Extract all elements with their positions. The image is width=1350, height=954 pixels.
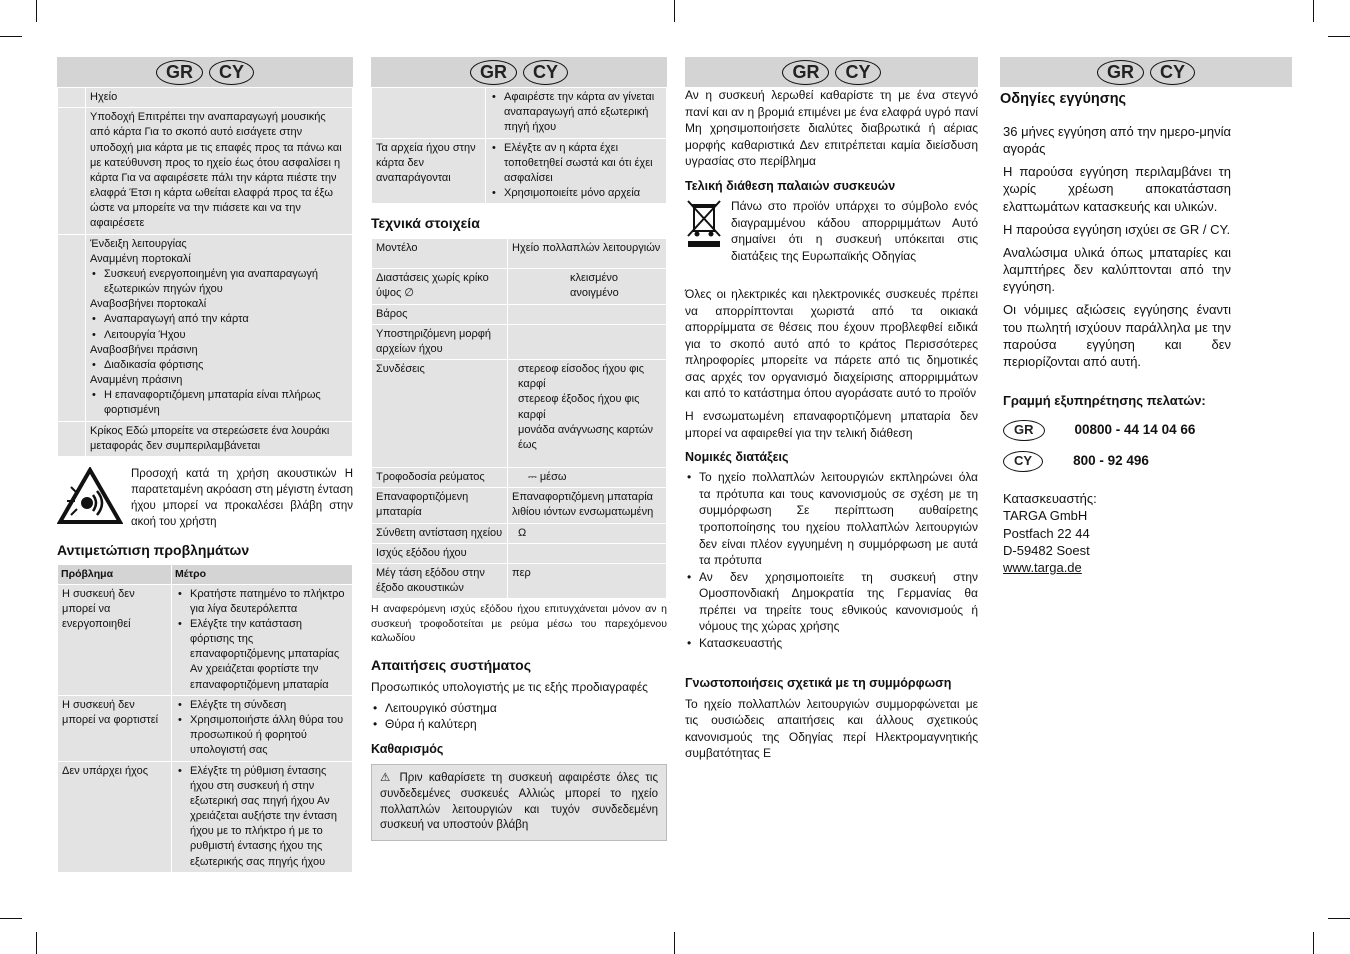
table-row xyxy=(58,421,353,456)
list-item: • Λειτουργικό σύστημα xyxy=(371,700,667,717)
cleaning-warning-text: Πριν καθαρίσετε τη συσκευή αφαιρέστε όλες τις συνδεδεμένες συσκευές Αλλιώς μπορεί το ηχείο πολλαπλών λειτουργιών και τυχόν συνδεδεμένη συσκευή να υποστούν βλάβη xyxy=(380,771,658,832)
features-table xyxy=(57,87,353,457)
service-title: Γραμμή εξυπηρέτησης πελατών: xyxy=(1003,393,1206,409)
measure-cell xyxy=(486,88,667,139)
warranty-paragraph: Η παρούσα εγγύηση περιλαμβάνει τη χωρίς χρέωση αποκατάσταση ελαττωμάτων κατασκευής και υλικών. xyxy=(1003,164,1231,214)
measure-cell xyxy=(172,584,353,695)
table-row xyxy=(372,238,667,268)
indicator-label: Αναβοσβήνει πορτοκαλί xyxy=(90,298,207,311)
warranty-paragraph: Οι νόμιμες αξιώσεις εγγύησης έναντι του πωλητή ισχύουν παράλληλα με την παρούσα εγγύηση και δεν περιορίζονται από αυτή. xyxy=(1003,302,1231,369)
troubleshooting-title: Αντιμετώπιση προβλημάτων xyxy=(57,541,250,558)
column-4 xyxy=(1000,57,1292,576)
conformity-text: Το ηχείο πολλαπλών λειτουργιών συμμορφώνεται με τις ουσιώδεις απαιτήσεις και άλλους σχετικούς κανονισμούς της Οδηγίας περί Ηλεκτρομαγνητικής συμβατότητας Ε xyxy=(685,696,978,761)
phone-number: 00800 - 44 14 04 66 xyxy=(1074,422,1196,438)
list-item: • Ελέγξτε τη ρύθμιση έντασης ήχου στη συσκευή ή στην εξωτερική σας πηγή ήχου Αν χρειάζεται αυξήστε την ένταση ήχου με το πλήκτρο ή με το ρυθμιστή έντασης ήχου της εξωτερικής σας πηγής ήχου xyxy=(176,764,348,870)
manufacturer-address: Postfach 22 44 xyxy=(1003,525,1090,541)
table-row xyxy=(372,360,667,468)
crop-mark xyxy=(36,932,37,954)
crop-mark xyxy=(1328,36,1350,37)
problem-cell: Δεν υπάρχει ήχος xyxy=(58,761,172,872)
spec-value xyxy=(508,324,667,359)
list-item: • Αν δεν χρησιμοποιείτε τη συσκευή στην Ομοσπονδιακή Δημοκρατία της Γερμανίας θα πρέπει να τηρείτε τους εθνικούς κανονισμούς ή νόμους της χώρας χρήσης xyxy=(685,569,978,635)
table-row xyxy=(372,304,667,324)
table-row xyxy=(372,324,667,359)
table-row xyxy=(372,138,667,204)
battery-disposal-text: Η ενσωματωμένη επαναφορτιζόμενη μπαταρία δεν μπορεί να αφαιρεθεί για την τελική διάθεση xyxy=(685,409,978,440)
warranty-paragraph: Αναλώσιμα υλικά όπως μπαταρίες και λαμπτήρες δεν καλύπτονται από την εγγύηση. xyxy=(1003,244,1231,295)
column-header-measure: Μέτρο xyxy=(172,565,353,584)
indicator-label: Αναμμένη πράσινη xyxy=(90,374,183,387)
problem-cell xyxy=(372,88,486,139)
service-line-gr xyxy=(1003,420,1231,441)
table-row xyxy=(372,88,667,139)
indicator-label: Αναμμένη πορτοκαλί xyxy=(90,252,191,265)
list-item: • Ελέγξτε αν η κάρτα έχει τοποθετηθεί σωστά και ότι έχει ασφαλίσει xyxy=(490,141,662,187)
table-row xyxy=(58,234,353,421)
disposal-symbol-row xyxy=(685,198,978,264)
gr-badge: GR xyxy=(470,60,517,85)
gr-badge: GR xyxy=(156,60,203,85)
table-row xyxy=(58,584,353,695)
list-item: • Κατασκευαστής xyxy=(685,635,978,652)
tech-specs-title: Τεχνικά στοιχεία xyxy=(371,215,480,232)
conformity-title: Γνωστοποιήσεις σχετικά με τη συμμόρφωση xyxy=(685,676,952,691)
list-item: • Ελέγξτε τη σύνδεση xyxy=(176,698,348,713)
spec-value: περ xyxy=(508,563,667,598)
spec-value xyxy=(508,304,667,324)
spec-value: Επαναφορτιζόμενη μπαταρία λιθίου ιόντων ενσωματωμένη xyxy=(508,488,667,523)
gr-badge: GR xyxy=(1097,60,1144,85)
tech-specs-table xyxy=(371,238,667,600)
table-row xyxy=(372,563,667,598)
spec-value: κλεισμένο ανοιγμένο xyxy=(508,268,667,304)
list-item: • Θύρα ή καλύτερη xyxy=(371,716,667,733)
cleaning-warning-box xyxy=(371,764,667,841)
spec-key: Συνδέσεις xyxy=(372,360,508,468)
cy-badge: CY xyxy=(523,60,568,85)
table-row xyxy=(58,108,353,234)
troubleshooting-table-continued xyxy=(371,87,667,204)
table-row xyxy=(58,695,353,761)
spec-value xyxy=(508,543,667,563)
gr-badge: GR xyxy=(782,60,829,85)
country-header xyxy=(57,57,353,87)
crop-mark xyxy=(0,918,22,919)
feature-indicator xyxy=(86,234,353,421)
service-line-cy xyxy=(1003,451,1231,472)
list-item: • Χρησιμοποιείτε μόνο αρχεία xyxy=(490,186,662,201)
list-item: • Αφαιρέστε την κάρτα αν γίνεται αναπαραγωγή από εξωτερική πηγή ήχου xyxy=(490,90,662,136)
troubleshooting-table xyxy=(57,564,353,873)
table-row xyxy=(372,488,667,523)
warning-icon: ⚠ xyxy=(380,771,394,784)
hearing-warning-icon xyxy=(57,467,123,531)
country-header xyxy=(1000,57,1292,87)
table-row xyxy=(372,468,667,488)
column-header-problem: Πρόβλημα xyxy=(58,565,172,584)
list-item: • Κρατήστε πατημένο το πλήκτρο για λίγα δευτερόλεπτα xyxy=(176,587,348,617)
warranty-paragraph: Η παρούσα εγγύηση ισχύει σε GR / CY. xyxy=(1003,221,1231,237)
spec-key: Μοντέλο xyxy=(372,238,508,268)
list-item: • Διαδικασία φόρτισης xyxy=(90,358,348,373)
manufacturer-label: Κατασκευαστής: xyxy=(1003,490,1097,506)
cleaning-title: Καθαρισμός xyxy=(371,741,444,756)
measure-cell xyxy=(486,138,667,204)
table-row xyxy=(372,523,667,543)
disposal-text: Όλες οι ηλεκτρικές και ηλεκτρονικές συσκευές πρέπει να απορρίπτονται χωριστά από τα οικιακά απορρίμματα σε θέσεις που έχουν προβλεφθεί ειδικά για το σκοπό αυτό από το κράτος Περισσότερες πληροφορίες μπορείτε να πάρετε από τις δημοτικές σας αρχές τον οργανισμό διαχείρισης απορριμμάτων και από το κατάστημα όπου αγοράσατε αυτό το προϊόν xyxy=(685,287,978,401)
table-row xyxy=(372,268,667,304)
crop-mark xyxy=(674,0,675,22)
column-3 xyxy=(685,57,978,762)
spec-value: στερεοφ είσοδος ήχου φις καρφί στερεοφ έξοδος ήχου φις καρφί μονάδα ανάγνωσης καρτών έως xyxy=(508,360,667,468)
cy-badge: CY xyxy=(209,60,254,85)
crossed-bin-icon xyxy=(685,198,723,264)
feature-card-slot: Υποδοχή Επιτρέπει την αναπαραγωγή μουσικής από κάρτα Για το σκοπό αυτό εισάγετε στην υποδοχή μια κάρτα με τις επαφές προς τα πάνω και με κατεύθυνση προς το ηχείο έως ότου ασφαλίσει η κάρτα Για να αφαιρέσετε πάλι την κάρτα πιέστε την ελαφρά Έτσι η κάρτα ωθείται ελαφρά προς τα έξω ώστε να μπορείτε να την πιάσετε και να την αφαιρέσετε xyxy=(86,108,353,234)
indicator-title: Ένδειξη λειτουργίας xyxy=(90,237,187,250)
country-header xyxy=(685,57,978,87)
disposal-symbol-text: Πάνω στο προϊόν υπάρχει το σύμβολο ενός διαγραμμένου κάδου απορριμμάτων Αυτό σημαίνει ότι η συσκευή υπόκειται στις διατάξεις της Ευρωπαϊκής Οδηγίας xyxy=(731,198,978,263)
gr-badge: GR xyxy=(1003,420,1045,441)
column-1 xyxy=(57,57,353,873)
spec-value: Ηχείο πολλαπλών λειτουργιών xyxy=(508,238,667,268)
cy-badge: CY xyxy=(1150,60,1195,85)
cleaning-text: Αν η συσκευή λερωθεί καθαρίστε τη με ένα στεγνό πανί και αν η βρομιά επιμένει με ένα ελαφρά υγρό πανί Μη χρησιμοποιήσετε διαλύτες διαβρωτικά ή αέριας μορφής καθαριστικά Δεν επιτρέπεται καμία διείσδυση υγρασίας στο περίβλημα xyxy=(685,88,978,169)
list-item: • Ελέγξτε την κατάσταση φόρτισης της επαναφορτιζόμενης μπαταρίας Αν χρειάζεται φορτίστε την επαναφορτιζόμενη μπαταρία xyxy=(176,617,348,693)
spec-key: Τροφοδοσία ρεύματος xyxy=(372,468,508,488)
problem-cell: Η συσκευή δεν μπορεί να ενεργοποιηθεί xyxy=(58,584,172,695)
hearing-warning xyxy=(57,467,353,531)
table-row xyxy=(372,543,667,563)
list-item: • Λειτουργία Ήχου xyxy=(90,328,348,343)
manufacturer-city: D-59482 Soest xyxy=(1003,542,1090,558)
table-row xyxy=(58,88,353,108)
manufacturer-website-link[interactable]: www.targa.de xyxy=(1003,560,1082,576)
spec-key: Μέγ τάση εξόδου στην έξοδο ακουστικών xyxy=(372,563,508,598)
crop-mark xyxy=(1313,932,1314,954)
cy-badge: CY xyxy=(835,60,880,85)
feature-ring: Κρίκος Εδώ μπορείτε να στερεώσετε ένα λουράκι μεταφοράς δεν συμπεριλαμβάνεται xyxy=(86,421,353,456)
crop-mark xyxy=(1328,918,1350,919)
list-item: • Συσκευή ενεργοποιημένη για αναπαραγωγή εξωτερικών πηγών ήχου xyxy=(90,267,348,297)
spec-value: Ω xyxy=(508,523,667,543)
hearing-warning-text: Προσοχή κατά τη χρήση ακουστικών Η παρατεταμένη ακρόαση στη μέγιστη ένταση ήχου μπορεί να προκαλέσει βλάβη στην ακοή του χρήστη xyxy=(131,467,353,528)
measure-cell xyxy=(172,695,353,761)
spec-key: Σύνθετη αντίσταση ηχείου xyxy=(372,523,508,543)
spec-key: Διαστάσεις χωρίς κρίκο ύψος ∅ xyxy=(372,268,508,304)
list-item: • Η επαναφορτιζόμενη μπαταρία είναι πλήρως φορτισμένη xyxy=(90,388,348,418)
spec-key: Υποστηριζόμενη μορφή αρχείων ήχου xyxy=(372,324,508,359)
table-header-row xyxy=(58,565,353,584)
list-item: • Αναπαραγωγή από την κάρτα xyxy=(90,312,348,327)
manufacturer-name: TARGA GmbH xyxy=(1003,508,1088,524)
crop-mark xyxy=(36,0,37,22)
legal-title: Νομικές διατάξεις xyxy=(685,450,789,465)
crop-mark xyxy=(1313,0,1314,22)
crop-mark xyxy=(674,932,675,954)
spec-value: ⎓ μέσω xyxy=(508,468,667,488)
feature-speaker: Ηχείο xyxy=(86,88,353,108)
manufacturer-block xyxy=(1003,490,1231,576)
column-2 xyxy=(371,57,667,841)
list-item: • Χρησιμοποιήστε άλλη θύρα του προσωπικού ή φορητού υπολογιστή σας xyxy=(176,713,348,759)
spec-key: Ισχύς εξόδου ήχου xyxy=(372,543,508,563)
problem-cell: Τα αρχεία ήχου στην κάρτα δεν αναπαράγονται xyxy=(372,138,486,204)
table-row xyxy=(58,761,353,872)
list-item: • Το ηχείο πολλαπλών λειτουργιών εκπληρώνει όλα τα πρότυπα και τους κανονισμούς σε σχέση με τη συμμόρφωση Σε περίπτωση αυθαίρετης τροποποίησης του ηχείου πολλαπλών λειτουργιών δεν είναι πλέον εγγυημένη η συμμόρφωση με αυτά τα πρότυπα xyxy=(685,469,978,568)
problem-cell: Η συσκευή δεν μπορεί να φορτιστεί xyxy=(58,695,172,761)
country-header xyxy=(371,57,667,87)
indicator-label: Αναβοσβήνει πράσινη xyxy=(90,343,198,356)
system-requirements-intro: Προσωπικός υπολογιστής με τις εξής προδιαγραφές xyxy=(371,680,648,694)
warranty-paragraph: 36 μήνες εγγύηση από την ημερο-μηνία αγοράς xyxy=(1003,124,1231,157)
spec-key: Βάρος xyxy=(372,304,508,324)
crop-mark xyxy=(0,36,22,37)
measure-cell xyxy=(172,761,353,872)
disposal-title: Τελική διάθεση παλαιών συσκευών xyxy=(685,178,896,193)
warranty-title: Οδηγίες εγγύησης xyxy=(1000,91,1127,107)
output-power-note: Η αναφερόμενη ισχύς εξόδου ήχου επιτυγχάνεται μόνον αν η συσκευή τροφοδοτείται με ρεύμα μέσω του παρεχόμενου καλωδίου xyxy=(371,603,667,645)
phone-number: 800 - 92 496 xyxy=(1073,453,1149,469)
spec-key: Επαναφορτιζόμενη μπαταρία xyxy=(372,488,508,523)
system-requirements-title: Απαιτήσεις συστήματος xyxy=(371,656,531,673)
cy-badge: CY xyxy=(1003,451,1043,472)
